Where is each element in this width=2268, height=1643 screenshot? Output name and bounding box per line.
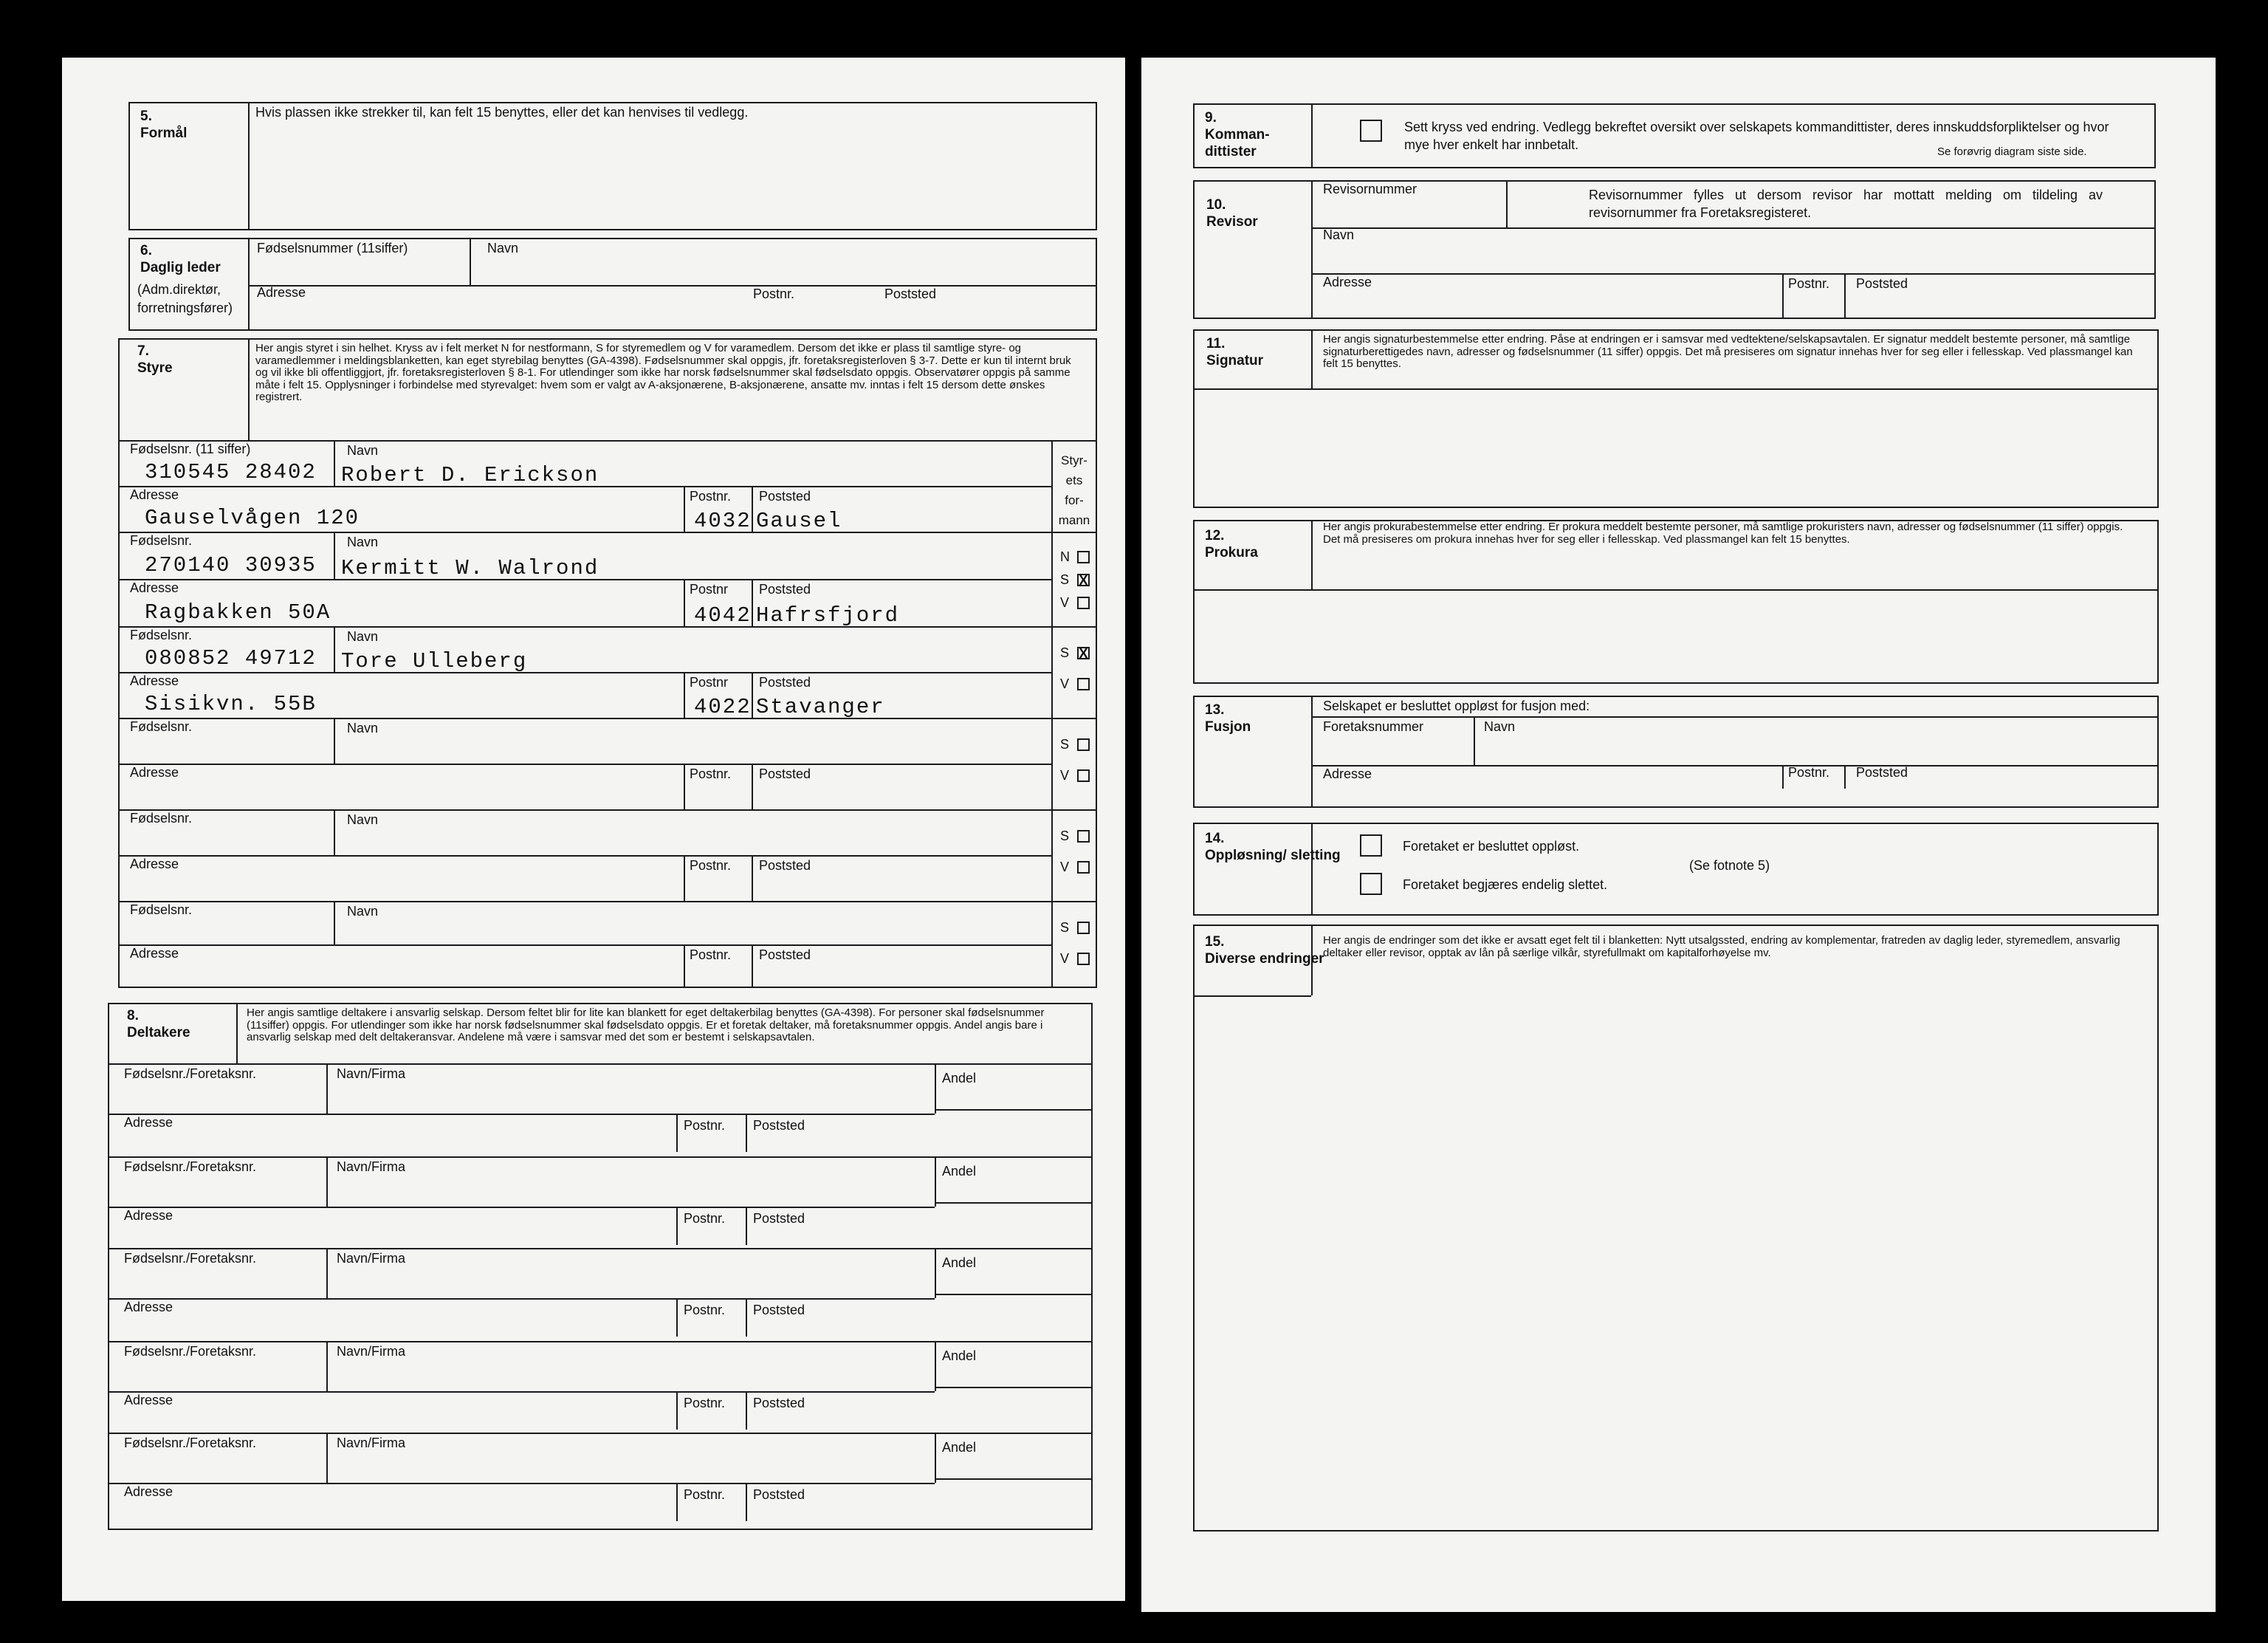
section-8-instruction: Her angis samtlige deltakere i ansvarlig selskap. Dersom feltet blir for lite kan blankett for eget deltakerbilag benyttes (GA-4398). For personer skal fødselsnummer (11siffer) oppgis. For utlendinger som ikke har norsk fødselsnummer skal fødselsdato oppgis. Er et foretak deltaker, må foretaksnummer oppgis. Andel angis bare i ansvarlig selskap med delt deltakeransvar. Andelene må være i samsvar med det som er bestemt i selskapsavtalen.: [247, 1006, 1045, 1043]
deltaker-postnr-label: Postnr.: [684, 1303, 726, 1317]
styre-mark-label: S: [1060, 920, 1070, 935]
fusjon-postnr-label: Postnr.: [1788, 765, 1830, 780]
styre-postnr-label: Postnr.: [690, 947, 732, 962]
revisor-postnr-label: Postnr.: [1788, 276, 1830, 291]
section-5-formal: [128, 102, 1097, 230]
deltaker-fnr-label: Fødselsnr./Foretaksnr.: [124, 1344, 257, 1359]
styre-n-checkbox[interactable]: [1077, 551, 1090, 563]
styre-s-checkbox[interactable]: [1077, 738, 1090, 751]
check-mark: X: [1079, 646, 1088, 661]
styre-poststed-label: Poststed: [759, 675, 811, 690]
deltaker-adresse-label: Adresse: [124, 1208, 173, 1223]
styre-fnr-value: 080852 49712: [145, 646, 317, 670]
styre-adresse-label: Adresse: [130, 946, 179, 961]
styre-mark-label: V: [1060, 768, 1070, 783]
styre-v-checkbox[interactable]: [1077, 678, 1090, 690]
styre-mark-label: N: [1060, 549, 1070, 564]
styre-adresse-value: Sisikvn. 55B: [145, 692, 317, 716]
section-14-title: 14. Oppløsning/ sletting: [1205, 831, 1341, 863]
section-8-title: 8. Deltakere: [127, 1008, 190, 1040]
revisornummer-label: Revisornummer: [1323, 182, 1418, 196]
styre-mark-label: S: [1060, 645, 1070, 660]
opplost-checkbox[interactable]: [1360, 834, 1382, 857]
deltaker-poststed-label: Poststed: [753, 1303, 805, 1317]
styre-v-checkbox[interactable]: [1077, 597, 1090, 609]
styre-navn-label: Navn: [347, 904, 379, 919]
styre-fnr-label: Fødselsnr.: [130, 902, 193, 917]
styre-postnr-label: Postnr.: [690, 489, 732, 504]
deltaker-andel-label: Andel: [942, 1071, 977, 1085]
deltaker-navn-label: Navn/Firma: [337, 1344, 406, 1359]
deltaker-poststed-label: Poststed: [753, 1396, 805, 1410]
styre-s-checkbox[interactable]: [1077, 574, 1090, 586]
styre-adresse-label: Adresse: [130, 857, 179, 871]
navn-label: Navn: [487, 241, 519, 255]
styre-postnr-value: 4032: [694, 509, 752, 533]
styre-postnr-label: Postnr.: [690, 766, 732, 781]
deltaker-adresse-label: Adresse: [124, 1115, 173, 1130]
section-10-title: 10. Revisor: [1206, 197, 1258, 230]
styre-mark-label: S: [1060, 737, 1070, 752]
styre-navn-label: Navn: [347, 812, 379, 827]
deltaker-navn-label: Navn/Firma: [337, 1066, 406, 1081]
styre-poststed-label: Poststed: [759, 947, 811, 962]
styre-adresse-label: Adresse: [130, 765, 179, 780]
section-15-title: 15. Diverse endringer: [1205, 934, 1324, 967]
styre-poststed-label: Poststed: [759, 766, 811, 781]
section-7-title: 7. Styre: [137, 343, 173, 376]
deltaker-poststed-label: Poststed: [753, 1211, 805, 1226]
section-9-title: 9. Komman- dittister: [1205, 110, 1270, 160]
section-13-text: Selskapet er besluttet oppløst for fusjon med:: [1323, 699, 1590, 713]
styre-fnr-value: 310545 28402: [145, 460, 317, 484]
deltaker-navn-label: Navn/Firma: [337, 1436, 406, 1450]
fusjon-foretaksnummer-label: Foretaksnummer: [1323, 719, 1424, 734]
styre-v-checkbox[interactable]: [1077, 769, 1090, 782]
styre-mark-label: V: [1060, 951, 1070, 966]
deltaker-postnr-label: Postnr.: [684, 1396, 726, 1410]
styre-mark-label: S: [1060, 572, 1070, 587]
fnr-label: Fødselsnummer (11siffer): [257, 241, 408, 255]
check-mark: X: [1079, 573, 1088, 588]
section-6-subtitle: (Adm.direktør, forretningsfører): [137, 282, 233, 315]
styre-fnr-label: Fødselsnr.: [130, 628, 193, 642]
kommandittister-checkbox[interactable]: [1360, 120, 1382, 142]
section-15-diverse-endringer: [1193, 925, 2159, 1531]
styre-navn-label: Navn: [347, 535, 379, 549]
deltaker-fnr-label: Fødselsnr./Foretaksnr.: [124, 1436, 257, 1450]
styre-poststed-value: Stavanger: [756, 695, 885, 719]
slettet-checkbox[interactable]: [1360, 873, 1382, 895]
section-10-text: Revisornummer fylles ut dersom revisor har mottatt melding om tildeling av revisornummer fra Foretaksregisteret.: [1589, 188, 2103, 220]
styre-v-checkbox[interactable]: [1077, 953, 1090, 965]
deltaker-adresse-label: Adresse: [124, 1484, 173, 1499]
styre-fnr-value: 270140 30935: [145, 553, 317, 577]
styre-postnr-value: 4042: [694, 603, 752, 628]
styrets-formann-label: Styr- ets for- mann: [1058, 453, 1090, 527]
styre-adresse-label: Adresse: [130, 580, 179, 595]
deltaker-andel-label: Andel: [942, 1164, 977, 1179]
deltaker-fnr-label: Fødselsnr./Foretaksnr.: [124, 1159, 257, 1174]
revisor-adresse-label: Adresse: [1323, 275, 1372, 289]
styre-navn-label: Navn: [347, 721, 379, 735]
styre-poststed-label: Poststed: [759, 858, 811, 873]
styre-adresse-label: Adresse: [130, 487, 179, 502]
section-12-text: Her angis prokurabestemmelse etter endring. Er prokura meddelt bestemte personer, må samtlige prokuristers navn, adresser og fødselsnummer (11 siffer) oppgis. Det må presiseres om prokura innehas hver for seg eller i fellesskap. Ved plassmangel kan felt 15 benyttes.: [1323, 521, 2123, 546]
styre-navn-value: Robert D. Erickson: [341, 463, 599, 487]
styre-adresse-label: Adresse: [130, 673, 179, 688]
styre-postnr-label: Postnr: [690, 675, 729, 690]
deltaker-fnr-label: Fødselsnr./Foretaksnr.: [124, 1251, 257, 1266]
fusjon-navn-label: Navn: [1484, 719, 1516, 734]
deltaker-adresse-label: Adresse: [124, 1393, 173, 1407]
styre-s-checkbox[interactable]: [1077, 830, 1090, 843]
styre-navn-label: Navn: [347, 629, 379, 644]
section-9-text: Sett kryss ved endring. Vedlegg bekreftet oversikt over selskapets kommandittister, deres innskuddsforpliktelser og hvor mye hver enkelt har innbetalt.: [1404, 120, 2109, 152]
section-15-text: Her angis de endringer som det ikke er avsatt eget felt til i blanketten: Nytt utsalgssted, endring av komplementar, fratreden av daglig leder, styremedlem, ansvarlig deltaker eller revisor, opptak av lån på særlige vilkår, styrefullmakt om kapitalforhøyelse mv.: [1323, 934, 2120, 959]
section-11-text: Her angis signaturbestemmelse etter endring. Påse at endringen er i samsvar med vedtektene/selskapsavtalen. Er signatur meddelt bestemte personer, må samtlige signaturberettigedes navn, adresser og fødselsnummer (11 siffer) oppgis. Det må presiseres om signatur innehas hver for seg eller i fellesskap. Ved plassmangel kan felt 15 benyttes.: [1323, 333, 2133, 370]
styre-navn-value: Tore Ulleberg: [341, 649, 528, 673]
styre-mark-label: S: [1060, 829, 1070, 843]
styre-mark-label: V: [1060, 595, 1070, 610]
styre-v-checkbox[interactable]: [1077, 861, 1090, 874]
adresse-label: Adresse: [257, 285, 306, 300]
styre-fnr-label: Fødselsnr.: [130, 719, 193, 734]
styre-postnr-value: 4022: [694, 695, 752, 719]
fusjon-adresse-label: Adresse: [1323, 766, 1372, 781]
deltaker-fnr-label: Fødselsnr./Foretaksnr.: [124, 1066, 257, 1081]
styre-s-checkbox[interactable]: [1077, 647, 1090, 659]
deltaker-postnr-label: Postnr.: [684, 1118, 726, 1133]
styre-navn-label: Navn: [347, 443, 379, 458]
styre-fnr-label: Fødselsnr. (11 siffer): [130, 442, 251, 456]
styre-poststed-value: Hafrsfjord: [756, 603, 900, 628]
styre-postnr-label: Postnr: [690, 582, 729, 597]
deltaker-andel-label: Andel: [942, 1348, 977, 1363]
deltaker-navn-label: Navn/Firma: [337, 1251, 406, 1266]
revisor-poststed-label: Poststed: [1856, 276, 1908, 291]
styre-fnr-label: Fødselsnr.: [130, 811, 193, 826]
fotnote-label: (Se fotnote 5): [1689, 858, 1770, 873]
section-13-title: 13. Fusjon: [1205, 702, 1251, 735]
styre-poststed-value: Gausel: [756, 509, 842, 533]
deltaker-andel-label: Andel: [942, 1255, 977, 1270]
deltaker-poststed-label: Poststed: [753, 1487, 805, 1502]
section-5-instruction: Hvis plassen ikke strekker til, kan felt 15 benyttes, eller det kan henvises til vedlegg.: [255, 105, 749, 120]
slettet-label: Foretaket begjæres endelig slettet.: [1403, 877, 1608, 892]
section-6-title: 6. Daglig leder: [140, 243, 221, 275]
styre-mark-label: V: [1060, 676, 1070, 691]
styre-adresse-value: Ragbakken 50A: [145, 600, 331, 625]
styre-mark-label: V: [1060, 860, 1070, 874]
deltaker-poststed-label: Poststed: [753, 1118, 805, 1133]
section-7-instruction: Her angis styret i sin helhet. Kryss av i felt merket N for nestformann, S for styremedlem og V for varamedlem. Dersom det ikke er plass til samtlige styre- og varamedlemmer i meldingsblanketten, kan eget styrebilag benyttes (GA-4398). Fødselsnummer skal oppgis, jfr. foretaksregisterloven § 3-7. Dette er kun til internt bruk og vil ikke bli offentliggjort, jfr. foretaksregisterloven § 8-1. For utlendinger som ikke har norsk fødselsnummer skal fødselsdato oppgis. Observatører oppgis på samme måte i felt 15. Opplysninger i forbindelse med styrevalget: hvem som er valgt av A-aksjonærene, B-aksjonærene, ansatte mv. inntas i felt 15 dersom dette ønskes registrert.: [255, 342, 1071, 403]
styre-s-checkbox[interactable]: [1077, 922, 1090, 934]
revisor-navn-label: Navn: [1323, 227, 1355, 242]
deltaker-navn-label: Navn/Firma: [337, 1159, 406, 1174]
styre-adresse-value: Gauselvågen 120: [145, 506, 360, 530]
poststed-label: Poststed: [884, 287, 937, 301]
styre-fnr-label: Fødselsnr.: [130, 533, 193, 548]
deltaker-postnr-label: Postnr.: [684, 1487, 726, 1502]
styre-poststed-label: Poststed: [759, 582, 811, 597]
deltaker-adresse-label: Adresse: [124, 1300, 173, 1314]
section-5-title: 5. Formål: [140, 109, 188, 141]
postnr-label: Postnr.: [753, 287, 795, 301]
section-9-note: Se forøvrig diagram siste side.: [1937, 145, 2087, 158]
deltaker-postnr-label: Postnr.: [684, 1211, 726, 1226]
styre-postnr-label: Postnr.: [690, 858, 732, 873]
fusjon-poststed-label: Poststed: [1856, 765, 1908, 780]
opplost-label: Foretaket er besluttet oppløst.: [1403, 839, 1580, 854]
styre-navn-value: Kermitt W. Walrond: [341, 556, 599, 580]
section-12-title: 12. Prokura: [1205, 528, 1258, 560]
deltaker-andel-label: Andel: [942, 1440, 977, 1455]
section-11-title: 11. Signatur: [1206, 336, 1264, 368]
styre-poststed-label: Poststed: [759, 489, 811, 504]
